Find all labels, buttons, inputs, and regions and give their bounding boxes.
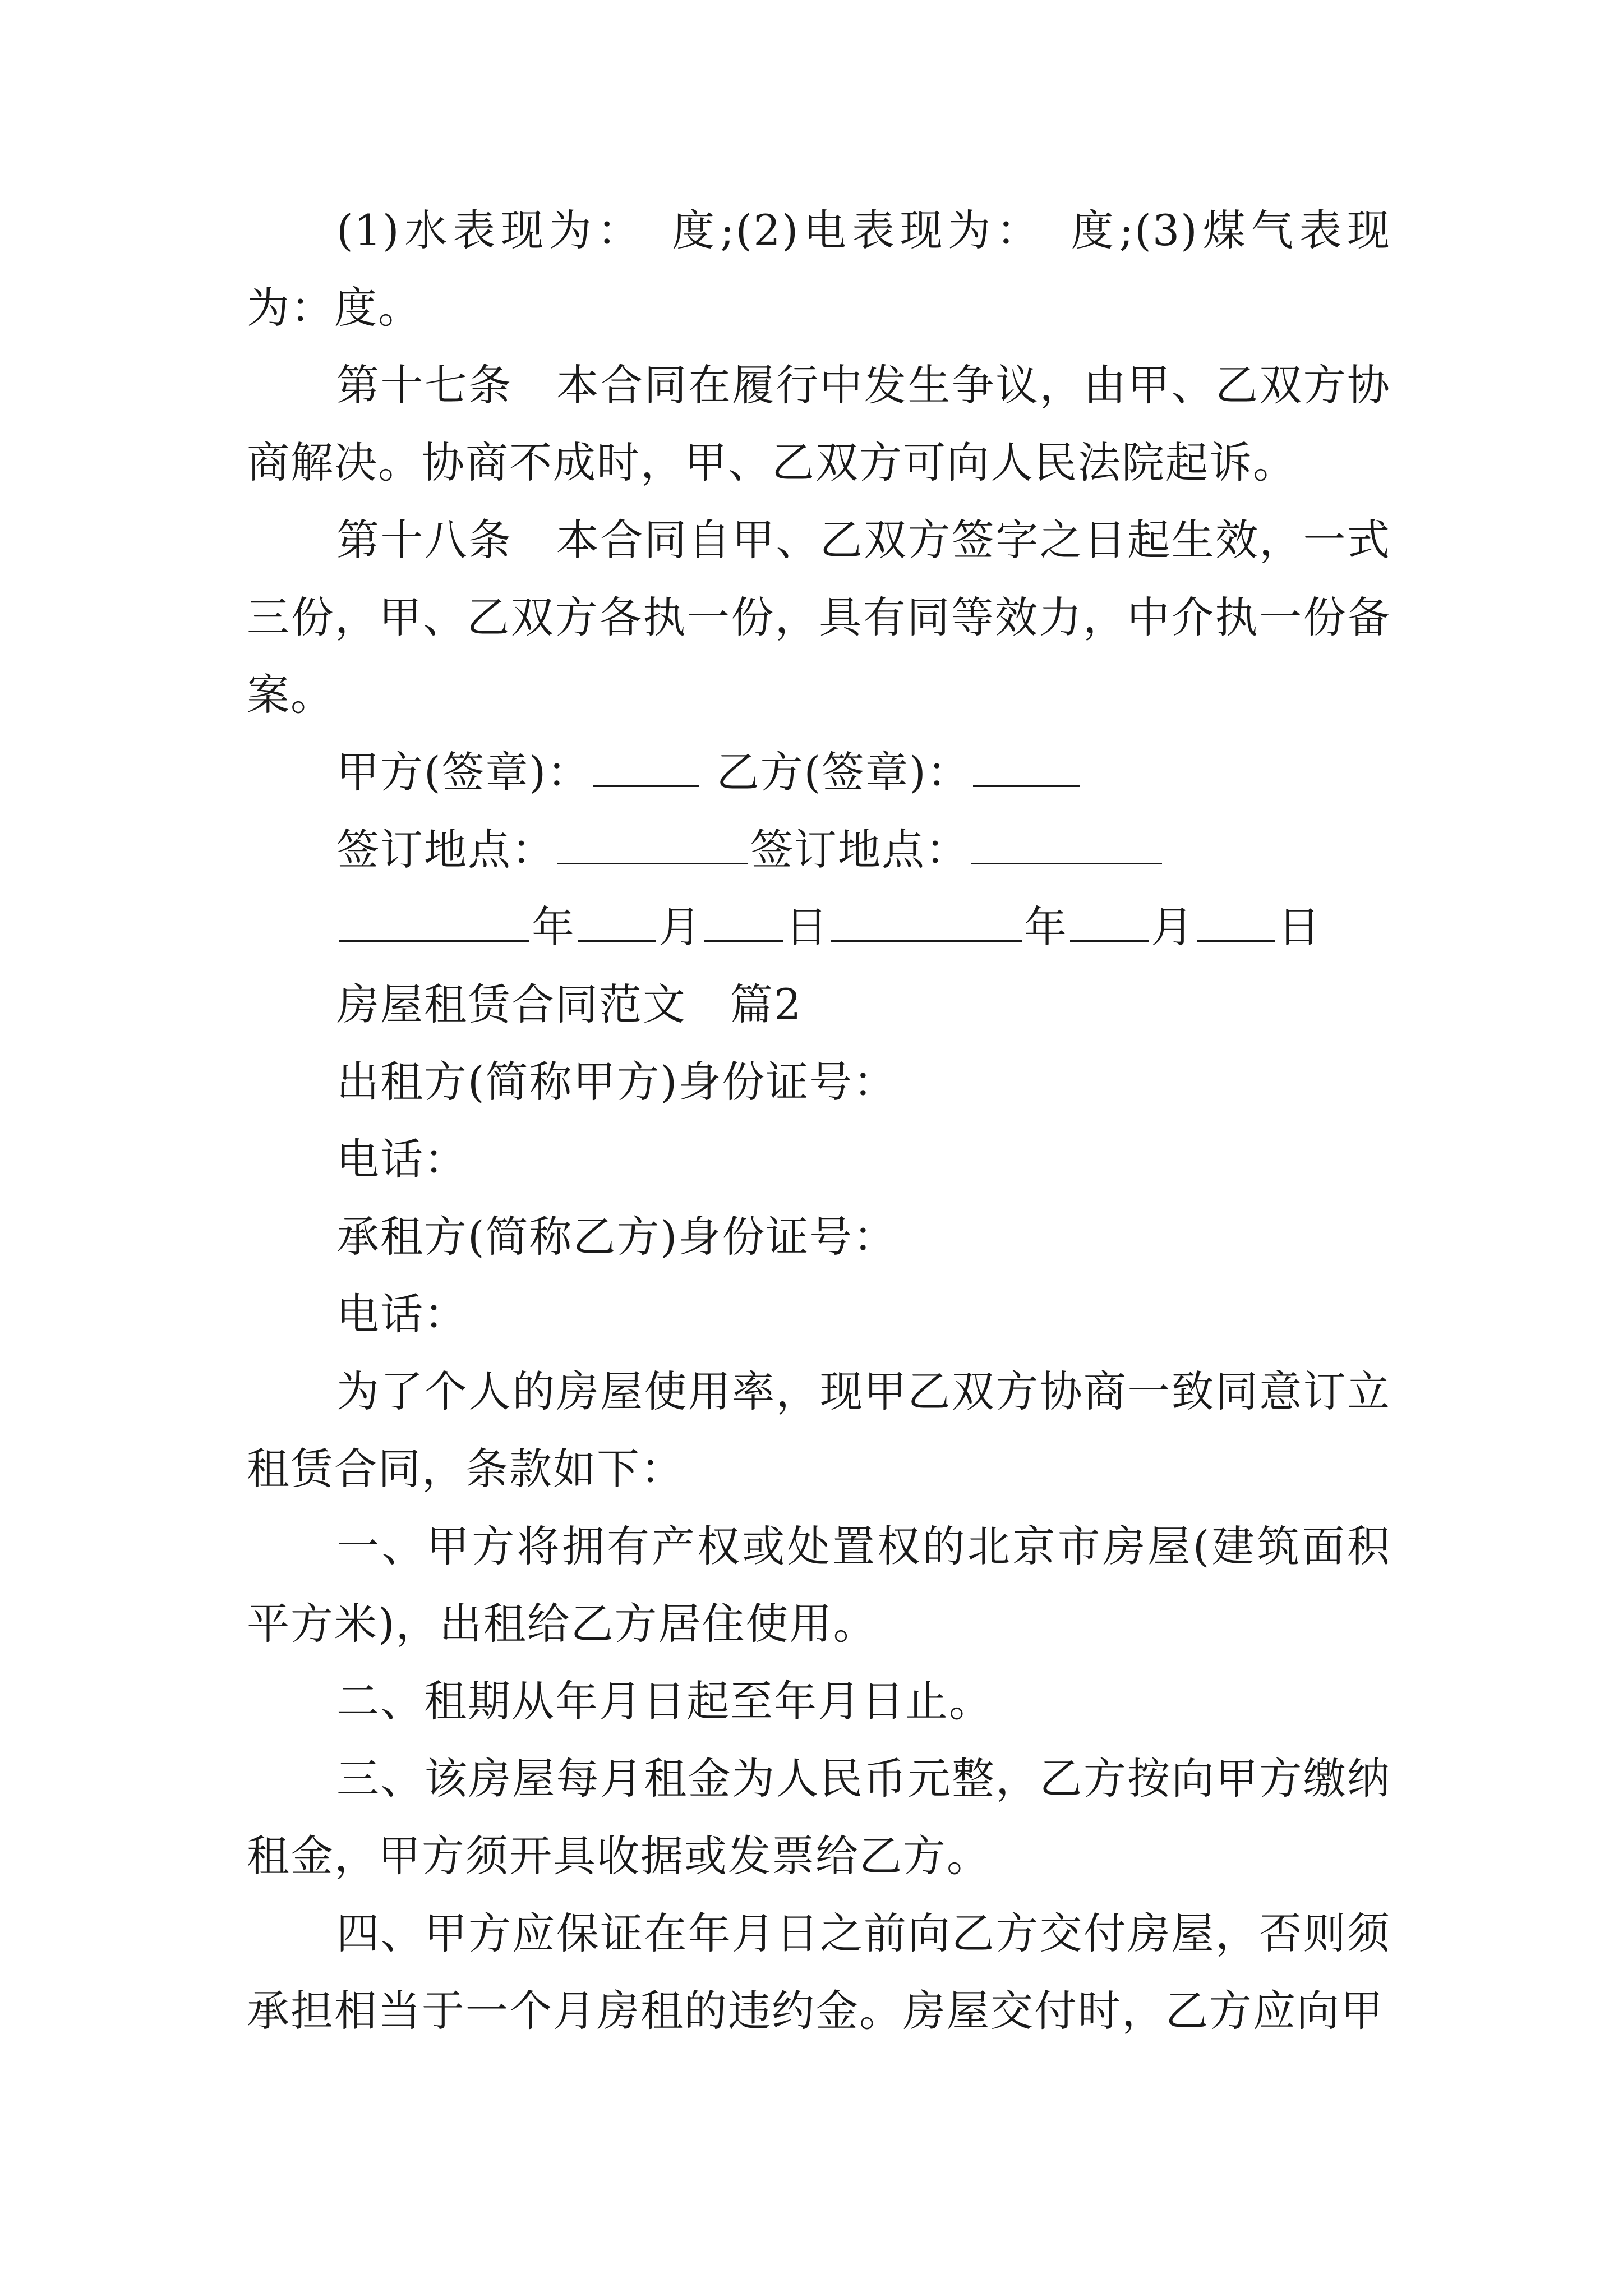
article-18-paragraph: 第十八条 本合同自甲、乙双方签字之日起生效，一式三份，甲、乙双方各执一份，具有同等效力，中介执一份备案。: [247, 515, 1391, 720]
day-b-blank: [1197, 901, 1275, 942]
day-a-label: 日: [785, 902, 829, 952]
meter-readings-paragraph: (1)水表现为： 度;(2)电表现为： 度;(3)煤气表现为：度。: [247, 205, 1391, 333]
place-b-blank: [971, 823, 1162, 864]
place-a-label: 签订地点：: [336, 825, 555, 875]
month-b-blank: [1070, 901, 1149, 942]
section-title: 房屋租赁合同范文 篇2: [336, 979, 803, 1029]
party-b-signature-blank: [973, 746, 1080, 787]
lessee-phone-field: 电话：: [336, 1289, 468, 1339]
clause-1-paragraph: 一、甲方将拥有产权或处置权的北京市房屋(建筑面积平方米)，出租给乙方居住使用。: [247, 1521, 1391, 1649]
clause-3-paragraph: 三、该房屋每月租金为人民币元整，乙方按向甲方缴纳租金，甲方须开具收据或发票给乙方。: [247, 1754, 1391, 1881]
place-b-label: 签订地点：: [750, 825, 969, 875]
lessor-id-field: 出租方(简称甲方)身份证号：: [336, 1057, 897, 1107]
party-a-signature-blank: [593, 746, 699, 787]
lessor-phone-field: 电话：: [336, 1134, 468, 1184]
year-a-blank: [339, 901, 529, 942]
intro-paragraph: 为了个人的房屋使用率，现甲乙双方协商一致同意订立租赁合同，条款如下：: [247, 1366, 1391, 1494]
lessee-id-field: 承租方(简称乙方)身份证号：: [336, 1212, 897, 1262]
year-a-label: 年: [532, 902, 575, 952]
year-b-blank: [831, 901, 1022, 942]
party-a-signature-label: 甲方(签章)：: [336, 747, 591, 797]
article-17-paragraph: 第十七条 本合同在履行中发生争议，由甲、乙双方协商解决。协商不成时，甲、乙双方可向人民法院起诉。: [247, 360, 1391, 487]
document-body: [247, 192, 1391, 2050]
date-row: [247, 889, 1391, 966]
month-b-label: 月: [1151, 902, 1195, 952]
signing-place-row: [247, 811, 1391, 889]
year-b-label: 年: [1024, 902, 1068, 952]
day-b-label: 日: [1278, 902, 1321, 952]
month-a-label: 月: [658, 902, 702, 952]
party-b-signature-label: 乙方(签章)：: [716, 747, 971, 797]
month-a-blank: [578, 901, 656, 942]
day-a-blank: [704, 901, 783, 942]
clause-2-paragraph: 二、租期从年月日起至年月日止。: [336, 1676, 993, 1726]
place-a-blank: [557, 823, 748, 864]
clause-4-paragraph: 四、甲方应保证在年月日之前向乙方交付房屋，否则须承担相当于一个月房租的违约金。房屋交付时，乙方应向甲: [247, 1908, 1391, 2036]
signature-row: [247, 734, 1391, 811]
